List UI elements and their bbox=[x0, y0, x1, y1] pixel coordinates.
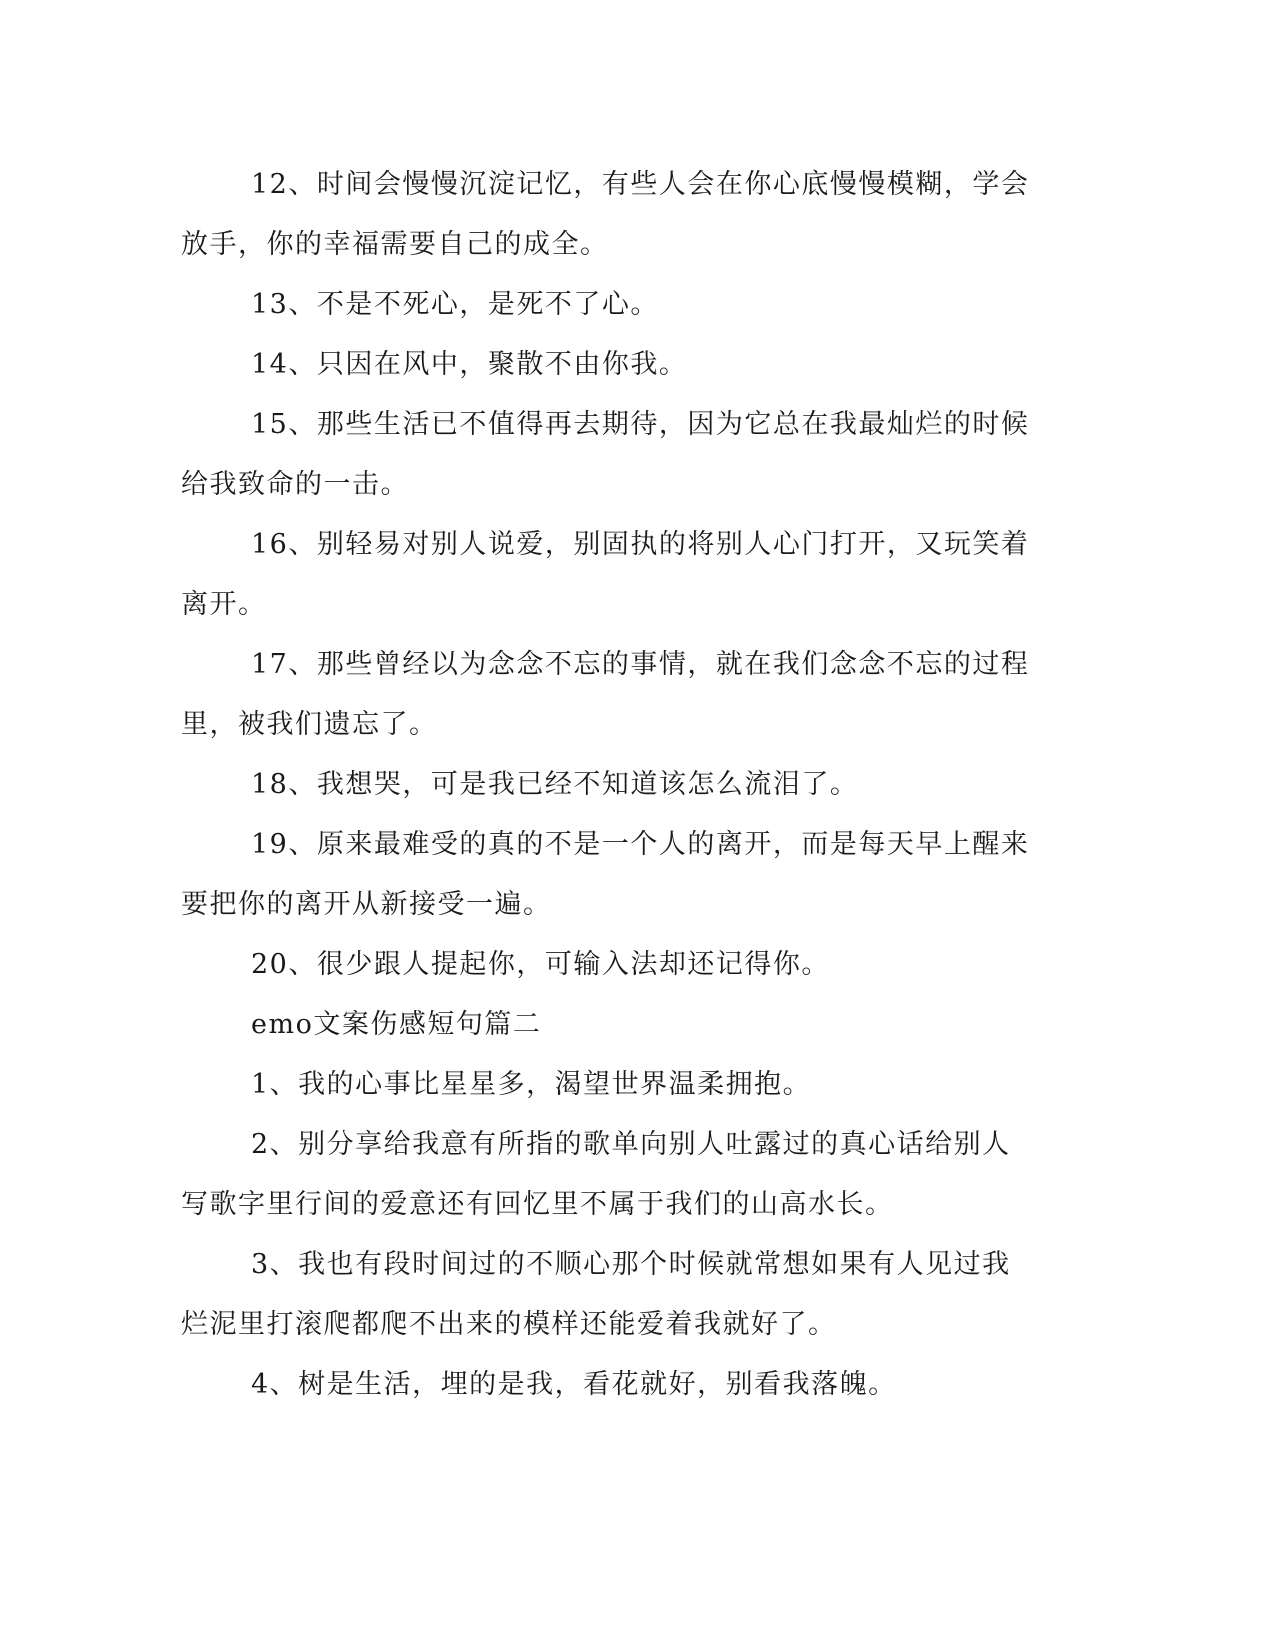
paragraph-quote-4: 4、树是生活，埋的是我，看花就好，别看我落魄。 bbox=[251, 1369, 897, 1400]
section-heading: emo文案伤感短句篇二 bbox=[251, 1009, 542, 1040]
paragraph-quote-2: 2、别分享给我意有所指的歌单向别人吐露过的真心话给别人写歌字里行间的爱意还有回忆里不属于我们的山高水长。 bbox=[181, 1129, 1011, 1220]
paragraph-quote-19: 19、原来最难受的真的不是一个人的离开，而是每天早上醒来要把你的离开从新接受一遍。 bbox=[181, 829, 1030, 920]
paragraph-quote-13: 13、不是不死心，是死不了心。 bbox=[251, 289, 659, 320]
paragraph-quote-14: 14、只因在风中，聚散不由你我。 bbox=[251, 349, 688, 380]
paragraph-quote-16: 16、别轻易对别人说爱，别固执的将别人心门打开，又玩笑着离开。 bbox=[181, 529, 1030, 620]
paragraph-quote-17: 17、那些曾经以为念念不忘的事情，就在我们念念不忘的过程里，被我们遗忘了。 bbox=[181, 649, 1030, 740]
paragraph-quote-1: 1、我的心事比星星多，渴望世界温柔拥抱。 bbox=[251, 1069, 812, 1100]
paragraph-quote-3: 3、我也有段时间过的不顺心那个时候就常想如果有人见过我烂泥里打滚爬都爬不出来的模样还能爱着我就好了。 bbox=[181, 1249, 1011, 1340]
paragraph-quote-15: 15、那些生活已不值得再去期待，因为它总在我最灿烂的时候给我致命的一击。 bbox=[181, 409, 1030, 500]
paragraph-quote-12: 12、时间会慢慢沉淀记忆，有些人会在你心底慢慢模糊，学会放手，你的幸福需要自己的成全。 bbox=[181, 169, 1030, 260]
document-body bbox=[181, 155, 1031, 1415]
paragraph-quote-20: 20、很少跟人提起你，可输入法却还记得你。 bbox=[251, 949, 830, 980]
paragraph-quote-18: 18、我想哭，可是我已经不知道该怎么流泪了。 bbox=[251, 769, 859, 800]
